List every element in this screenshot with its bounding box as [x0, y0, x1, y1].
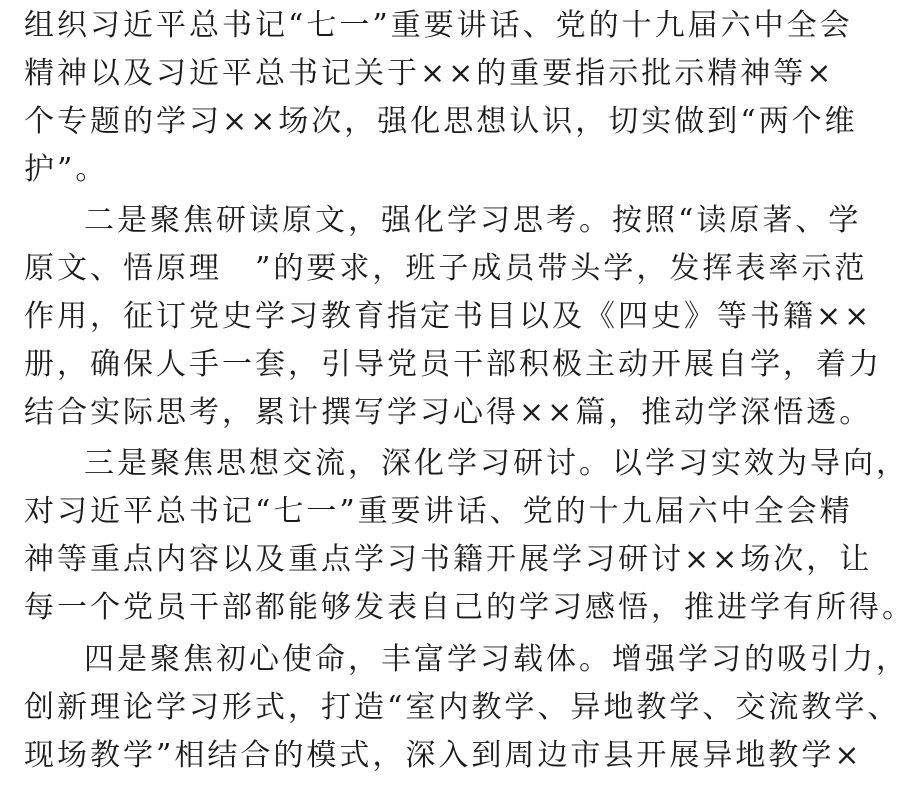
- text-line: 对习近平总书记“七一”重要讲话、党的十九届六中全会精: [24, 494, 853, 529]
- text-line: 个专题的学习××场次，强化思想认识，切实做到“两个维: [24, 104, 858, 139]
- text-line: 结合实际思考，累计撰写学习心得××篇，推动学深悟透。: [24, 395, 873, 430]
- text-line: 精神以及习近平总书记关于××的重要指示批示精神等×: [24, 56, 835, 91]
- text-line: 册，确保人手一套，引导党员干部积极主动开展自学，着力: [24, 347, 882, 382]
- text-line: 创新理论学习形式，打造“室内教学、异地教学、交流教学、: [24, 690, 901, 725]
- paragraph-start-line: 三是聚焦思想交流，深化学习研讨。以学习实效为导向，: [84, 446, 909, 481]
- text-line: 原文、悟原理 ”的要求，班子成员带头学，发挥表率示范: [24, 251, 868, 286]
- paragraph-start-line: 四是聚焦初心使命，丰富学习载体。增强学习的吸引力，: [84, 642, 909, 677]
- text-line: 每一个党员干部都能够发表自己的学习感悟，推进学有所得。: [24, 590, 915, 625]
- text-line: 作用，征订党史学习教育指定书目以及《四史》等书籍××: [24, 299, 873, 334]
- text-line: 神等重点内容以及重点学习书籍开展学习研讨××场次，让: [24, 542, 873, 577]
- text-line: 组织习近平总书记“七一”重要讲话、党的十九届六中全会: [24, 8, 853, 43]
- text-line: 护”。: [24, 152, 109, 187]
- paragraph-start-line: 二是聚焦研读原文，强化学习思考。按照“读原著、学: [84, 203, 862, 238]
- text-line: 现场教学”相结合的模式，深入到周边市县开展异地教学×: [24, 738, 863, 773]
